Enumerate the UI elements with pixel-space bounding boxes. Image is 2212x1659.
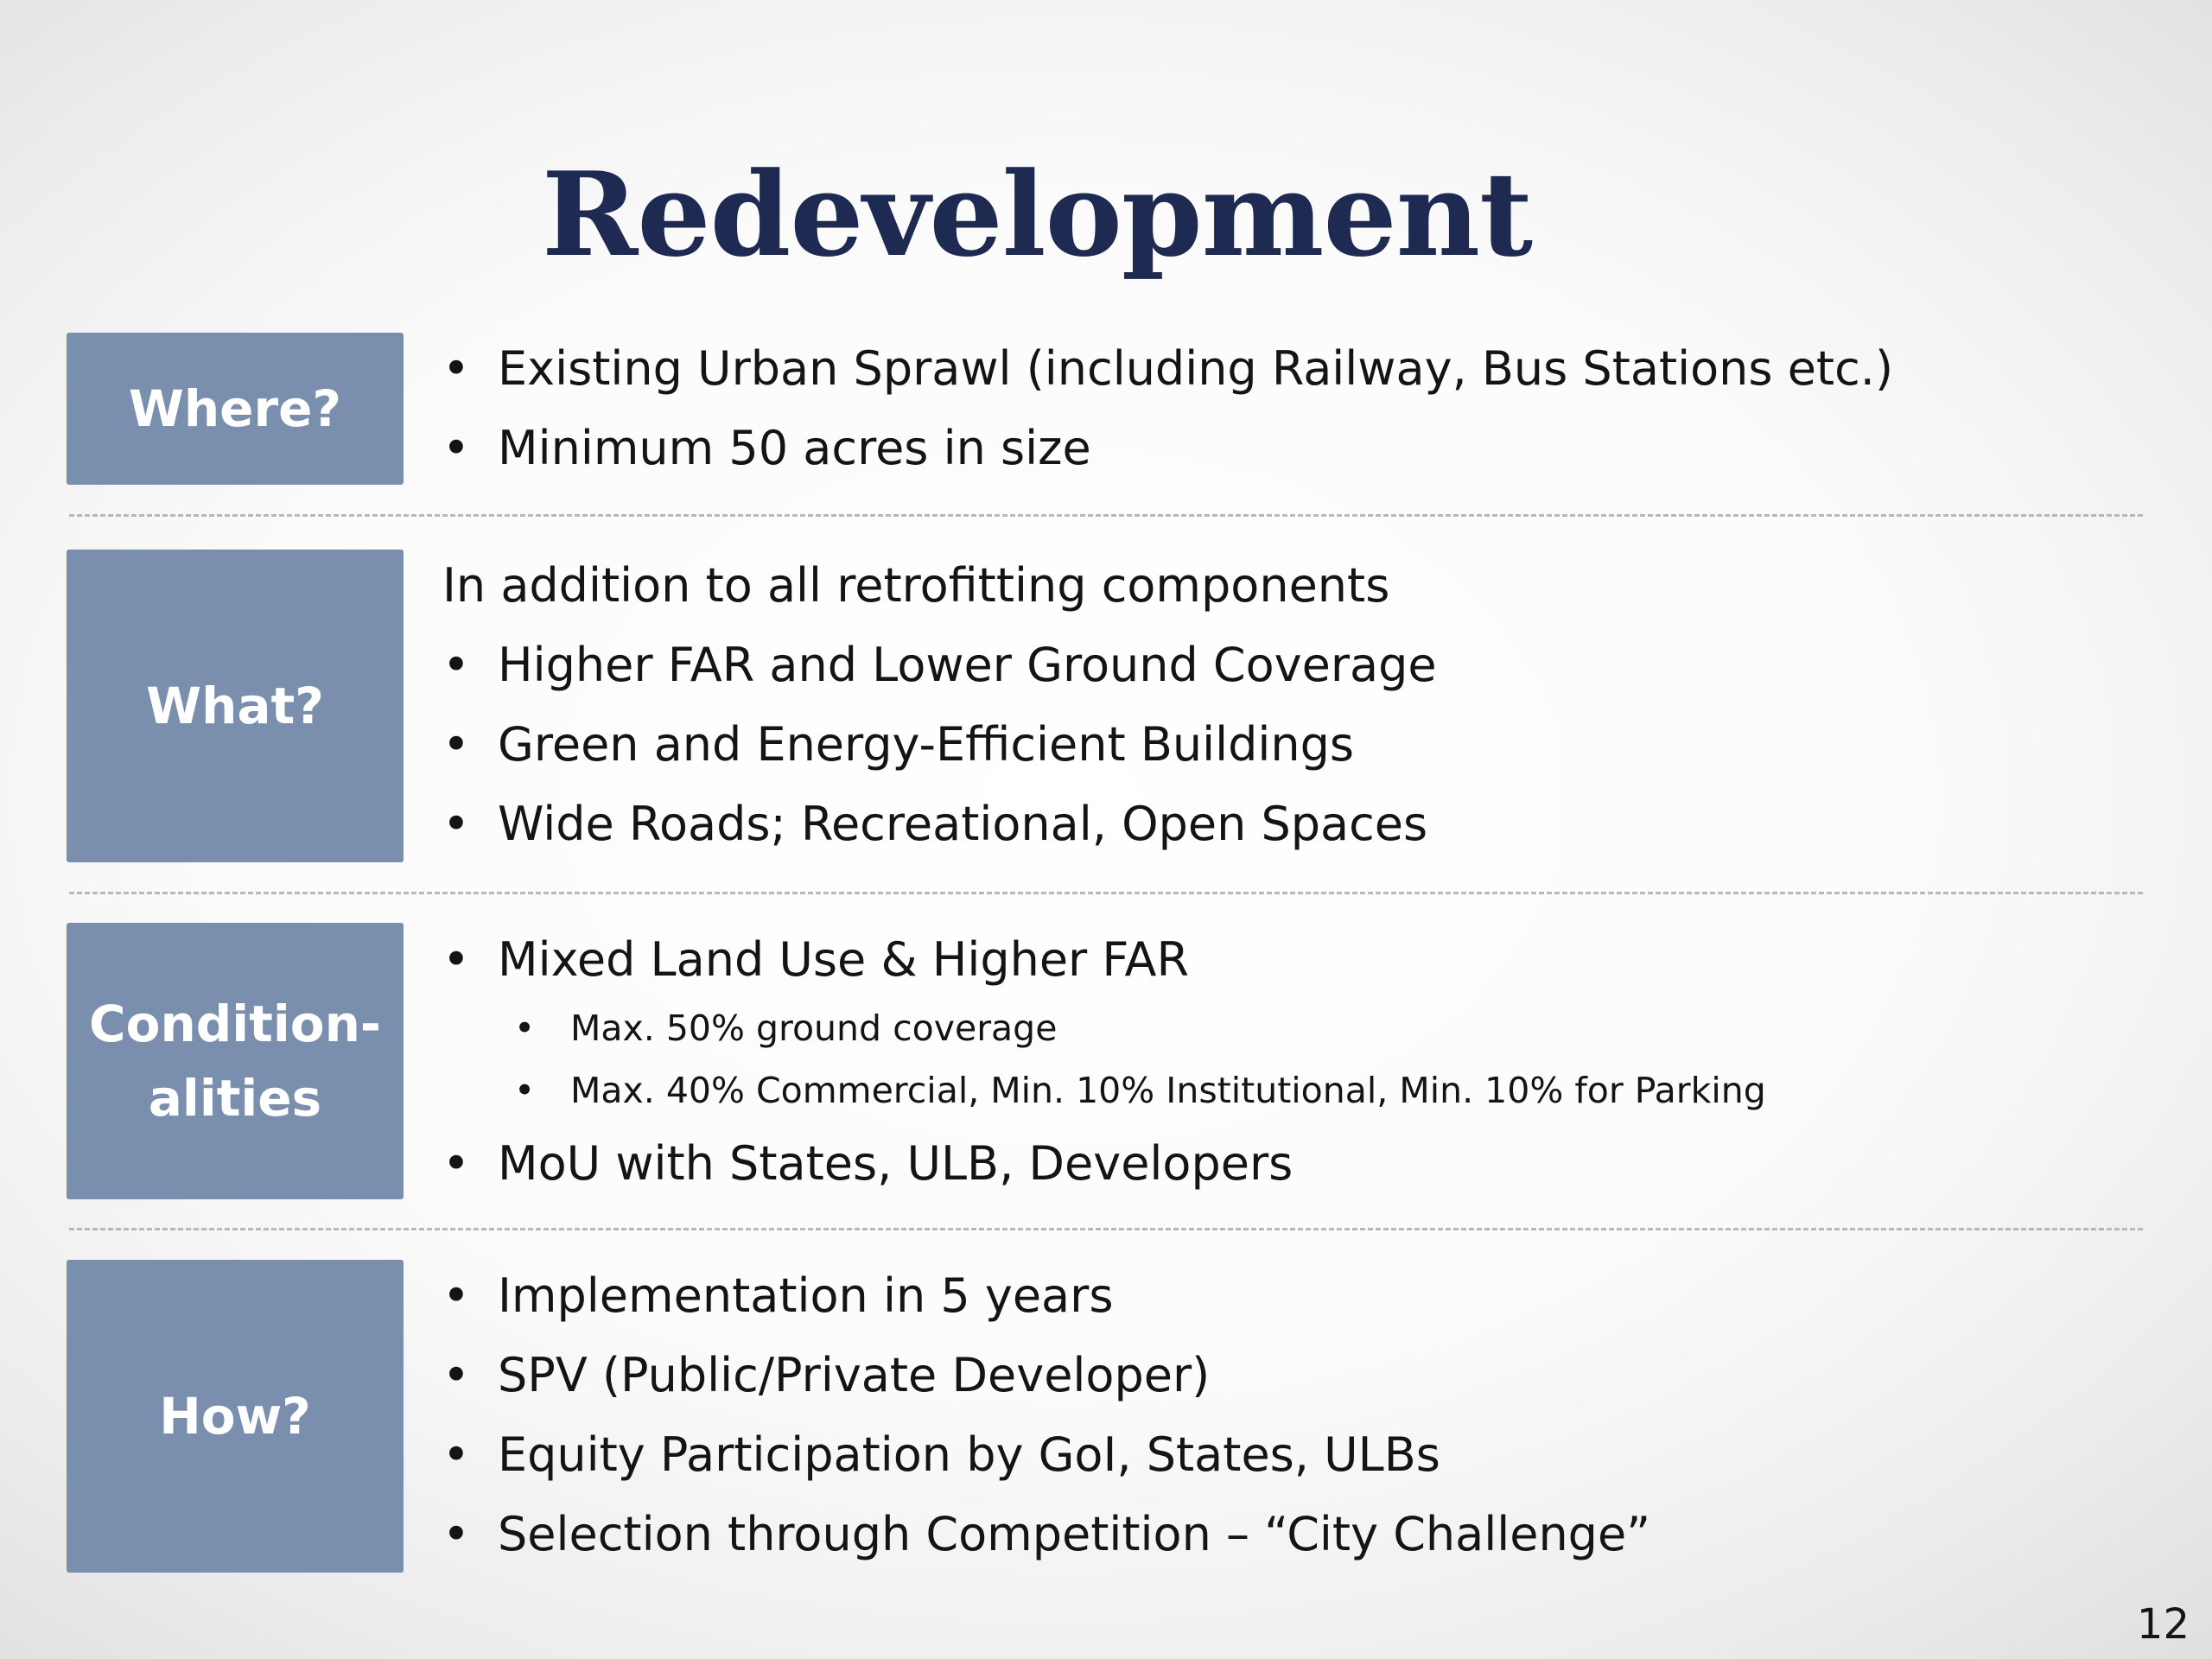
bullet-text: Implementation in 5 years [498,1268,1114,1323]
bullet-glyph: • [442,421,470,475]
row-divider [69,514,2143,517]
label-conditionalities-line: alities [148,1069,322,1128]
bullet-text: MoU with States, ULB, Developers [498,1136,1294,1191]
bullet-glyph: • [442,1136,470,1191]
bullet-glyph: • [442,1348,470,1402]
row-divider [69,892,2143,894]
bullet-glyph: • [514,1070,536,1111]
row-divider [69,1228,2143,1230]
bullet-text: Existing Urban Sprawl (including Railway, Bus Stations etc.) [498,341,1894,396]
bullet-text: Minimum 50 acres in size [498,421,1091,475]
label-conditionalities [67,923,404,1199]
bullet-glyph: • [514,1007,536,1049]
page-number: 12 [2136,1600,2190,1649]
bullet-glyph: • [442,1268,470,1323]
bullet-text: Higher FAR and Lower Ground Coverage [498,638,1437,692]
sub-bullet-text: Max. 40% Commercial, Min. 10% Institutional, Min. 10% for Parking [570,1070,1766,1111]
slide-title: Redevelopment [541,146,1533,283]
label-where-text: Where? [128,379,342,438]
bullet-text: SPV (Public/Private Developer) [498,1348,1211,1402]
bullet-text: Equity Participation by GoI, States, ULBs [498,1427,1440,1482]
bullet-glyph: • [442,932,470,987]
label-how [67,1260,404,1573]
label-how-text: How? [159,1387,311,1446]
bullet-text: Mixed Land Use & Higher FAR [498,932,1189,987]
bullet-text: Green and Energy-Efficient Buildings [498,717,1355,772]
bullet-glyph: • [442,1427,470,1482]
bullet-glyph: • [442,341,470,396]
intro-text: In addition to all retrofitting components [442,558,1390,613]
bullet-glyph: • [442,1507,470,1561]
bullet-glyph: • [442,717,470,772]
label-where [67,333,404,485]
label-what-text: What? [146,677,324,735]
bullet-glyph: • [442,638,470,692]
bullet-glyph: • [442,797,470,851]
label-conditionalities-lines [89,987,381,1135]
label-what [67,550,404,862]
sub-bullet-text: Max. 50% ground coverage [570,1007,1058,1049]
label-conditionalities-line: Condition- [89,995,381,1053]
bullet-text: Selection through Competition – “City Challenge” [498,1507,1651,1561]
bullet-text: Wide Roads; Recreational, Open Spaces [498,797,1428,851]
